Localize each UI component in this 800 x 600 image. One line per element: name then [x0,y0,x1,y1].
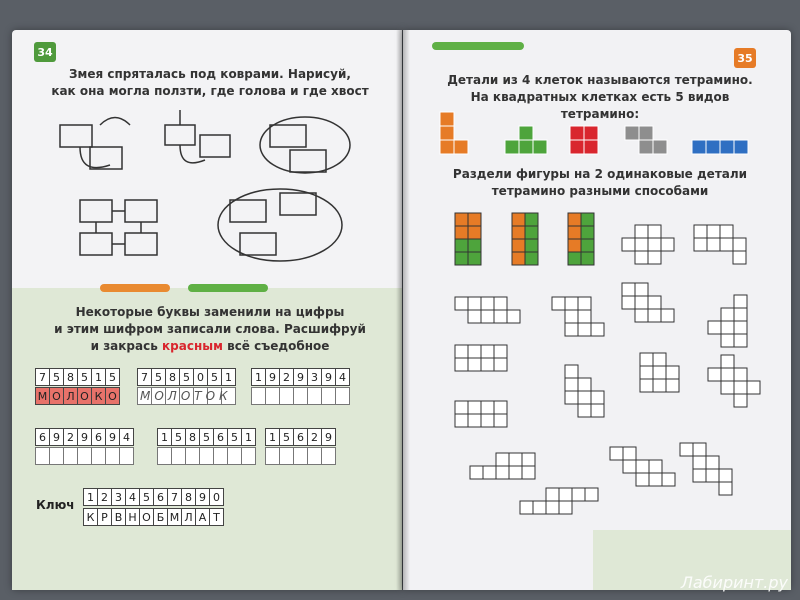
puzzle-cell [578,323,591,336]
code-word-2 [138,368,236,386]
puzzle-cell [470,466,483,479]
puzzle-cell [455,252,468,265]
puzzle-cell [721,381,734,394]
key-digits [84,488,224,506]
puzzle-cell [496,453,509,466]
key-label: Ключ [36,498,75,512]
puzzle-cell [568,226,581,239]
answer-cell[interactable] [49,447,64,465]
puzzle-cell [733,238,746,251]
puzzle-cell [565,391,578,404]
puzzle-cell [693,443,706,456]
tetromino-cell [706,140,720,154]
watermark: Лабиринт.ру [680,573,788,592]
code-cell: 8 [185,428,200,446]
answer-cell[interactable] [157,447,172,465]
page-number-left: 34 [34,42,56,62]
answer-word-4 [36,447,134,465]
left-task1-line1: Змея спряталась под коврами. Нарисуй, [69,67,351,81]
tetromino-cell [505,140,519,154]
puzzle-cell [734,368,747,381]
puzzle-cell [512,226,525,239]
code-cell: А [195,508,210,526]
puzzle-cell [455,358,468,371]
tetromino-cell [440,126,454,140]
page-number-right: 35 [734,48,756,68]
puzzle-cell [648,296,661,309]
answer-cell[interactable] [293,447,308,465]
puzzle-cell [662,473,675,486]
puzzle-cell [635,283,648,296]
tetromino-cell [584,126,598,140]
puzzle-cell [581,252,594,265]
code-cell: 9 [321,428,336,446]
code-cell: 3 [111,488,126,506]
answer-cell[interactable] [279,447,294,465]
puzzle-cell [559,488,572,501]
code-cell: Л [181,508,196,526]
puzzle-cell [707,238,720,251]
puzzle-cell [565,323,578,336]
puzzle-cell [693,469,706,482]
answer-cell[interactable] [119,447,134,465]
puzzle-cell [635,225,648,238]
puzzle-cell [481,345,494,358]
code-cell: 3 [307,368,322,386]
key-letters [84,508,224,526]
puzzle-cell [648,309,661,322]
code-cell: Б [153,508,168,526]
puzzle-cell [483,466,496,479]
right-task1-line1: Детали из 4 клеток называются тетрамино. [447,73,753,87]
puzzle-cell [706,456,719,469]
puzzle-cell [468,213,481,226]
code-cell: 5 [139,488,154,506]
puzzle-cell [636,460,649,473]
code-cell: 8 [165,368,180,386]
left-task2-line3-post: всё съедобное [227,339,330,353]
answer-cell[interactable] [307,447,322,465]
answer-cell[interactable] [279,387,294,405]
tetromino-cell [570,140,584,154]
puzzle-cell [520,501,533,514]
code-cell: О [77,387,92,405]
puzzle-cell [622,283,635,296]
code-cell: 4 [335,368,350,386]
code-cell: 0 [209,488,224,506]
tetromino-cell [653,140,667,154]
puzzle-cell [661,309,674,322]
puzzle-cell [733,251,746,264]
puzzle-cell [481,310,494,323]
left-task2-line3-pre: и закрась [90,339,158,353]
puzzle-cell [494,297,507,310]
puzzle-cell [455,213,468,226]
code-cell: 9 [265,368,280,386]
tetromino-types [430,110,770,160]
code-cell: 5 [227,428,242,446]
puzzle-cell [468,239,481,252]
tetromino-cell [625,126,639,140]
puzzle-cell [565,297,578,310]
puzzle-cell [610,447,623,460]
puzzle-cell [581,226,594,239]
puzzle-cell [494,345,507,358]
puzzle-cell [653,366,666,379]
code-cell: 5 [171,428,186,446]
tetromino-division-puzzles [440,205,780,535]
puzzle-cell [635,296,648,309]
code-cell: 4 [119,428,134,446]
puzzle-cell [721,308,734,321]
puzzle-cell [680,443,693,456]
puzzle-cell [734,381,747,394]
puzzle-cell [585,488,598,501]
code-cell: 8 [63,368,78,386]
answer-cell[interactable] [227,447,242,465]
puzzle-cell [568,213,581,226]
right-task2-line1: Раздели фигуры на 2 одинаковые детали [452,167,748,181]
puzzle-cell [525,239,538,252]
puzzle-cell [694,225,707,238]
tetromino-cell [519,140,533,154]
code-cell: О [49,387,64,405]
puzzle-cell [578,297,591,310]
code-cell: 1 [221,368,236,386]
tetromino-cell [584,140,598,154]
code-cell: 0 [193,368,208,386]
puzzle-cell [481,414,494,427]
book-spine [396,30,410,590]
puzzle-cell [648,251,661,264]
answer-cell[interactable] [307,387,322,405]
code-cell: 7 [35,368,50,386]
puzzle-cell [721,334,734,347]
code-cell: В [111,508,126,526]
puzzle-cell [649,473,662,486]
puzzle-cell [455,297,468,310]
puzzle-cell [591,404,604,417]
code-cell: К [91,387,106,405]
answer-cell[interactable] [265,447,280,465]
answer-cell[interactable] [91,447,106,465]
puzzle-cell [734,295,747,308]
right-task2-line2: тетрамино разными способами [491,184,709,198]
puzzle-cell [640,379,653,392]
tetromino-cell [692,140,706,154]
puzzle-cell [522,453,535,466]
tetromino-cell [639,140,653,154]
code-cell: 5 [49,368,64,386]
code-cell: 1 [91,368,106,386]
answer-cell[interactable] [293,387,308,405]
handwritten-answer: МОЛОТОК [140,389,232,403]
puzzle-cell [533,501,546,514]
code-cell: 2 [97,488,112,506]
puzzle-cell [635,238,648,251]
answer-cell[interactable] [171,447,186,465]
tetromino-cell [720,140,734,154]
answer-cell[interactable] [251,387,266,405]
answer-word-6 [266,447,336,465]
code-cell: 6 [293,428,308,446]
pencil-green-top [432,42,524,50]
puzzle-cell [565,365,578,378]
puzzle-cell [666,379,679,392]
answer-cell[interactable] [185,447,200,465]
code-cell: Т [209,508,224,526]
puzzle-cell [455,401,468,414]
puzzle-cell [494,358,507,371]
answer-cell[interactable] [199,447,214,465]
puzzle-cell [591,323,604,336]
puzzle-cell [747,381,760,394]
answer-cell[interactable] [241,447,256,465]
code-cell: 1 [265,428,280,446]
tetromino-cell [533,140,547,154]
answer-cell[interactable] [335,387,350,405]
puzzle-cell [494,401,507,414]
code-cell: 6 [153,488,168,506]
puzzle-cell [622,238,635,251]
code-cell: 1 [83,488,98,506]
puzzle-cell [693,456,706,469]
code-cell: О [139,508,154,526]
puzzle-cell [546,488,559,501]
code-cell: К [83,508,98,526]
code-cell: 6 [35,428,50,446]
code-cell: 1 [157,428,172,446]
puzzle-cell [578,310,591,323]
left-task2-line3 [40,338,380,355]
right-task1-line2: На квадратных клетках есть 5 видов [470,90,730,104]
puzzle-cell [481,297,494,310]
puzzle-cell [721,321,734,334]
puzzle-cell [468,297,481,310]
answer-cell[interactable] [35,447,50,465]
puzzle-cell [640,353,653,366]
code-cell: 5 [199,428,214,446]
code-cell: 2 [279,368,294,386]
puzzle-cell [648,225,661,238]
puzzle-cell [640,366,653,379]
puzzle-cell [720,225,733,238]
code-cell: 5 [151,368,166,386]
puzzle-cell [635,309,648,322]
puzzle-cell [636,473,649,486]
puzzle-cell [708,321,721,334]
puzzle-cell [572,488,585,501]
tetromino-cell [639,126,653,140]
puzzle-cell [666,366,679,379]
puzzle-cell [622,296,635,309]
puzzle-cell [468,252,481,265]
puzzle-cell [494,310,507,323]
tetromino-cell [570,126,584,140]
code-word-1 [36,368,120,386]
puzzle-cell [559,501,572,514]
code-cell: 9 [293,368,308,386]
answer-cell[interactable] [321,387,336,405]
left-task2-text [40,304,380,355]
puzzle-cell [494,414,507,427]
puzzle-cell [661,238,674,251]
puzzle-cell [546,501,559,514]
puzzle-cell [734,308,747,321]
code-cell: 8 [181,488,196,506]
puzzle-cell [653,353,666,366]
puzzle-cell [581,239,594,252]
puzzle-cell [565,310,578,323]
code-cell: 5 [279,428,294,446]
puzzle-cell [648,238,661,251]
code-cell: 9 [195,488,210,506]
tetromino-cell [519,126,533,140]
puzzle-cell [719,482,732,495]
puzzle-cell [496,466,509,479]
code-word-3 [252,368,350,386]
puzzle-cell [721,355,734,368]
puzzle-cell [581,213,594,226]
puzzle-cell [455,226,468,239]
puzzle-cell [719,469,732,482]
puzzle-cell [455,414,468,427]
puzzle-cell [509,466,522,479]
pencil-green-mid [188,284,268,292]
code-cell: 7 [167,488,182,506]
puzzle-cell [635,251,648,264]
left-task2-line1: Некоторые буквы заменили на цифры [75,305,345,319]
code-cell: 5 [105,368,120,386]
puzzle-cell [512,213,525,226]
puzzle-cell [578,378,591,391]
puzzle-cell [552,297,565,310]
puzzle-cell [525,213,538,226]
code-cell: М [35,387,50,405]
code-cell: Р [97,508,112,526]
code-cell: 5 [207,368,222,386]
code-cell: 6 [91,428,106,446]
puzzle-cell [623,447,636,460]
code-cell: 2 [63,428,78,446]
puzzle-cell [649,460,662,473]
answer-word-1 [36,387,120,405]
puzzle-cell [468,414,481,427]
puzzle-cell [468,226,481,239]
code-cell: Л [63,387,78,405]
answer-word-3 [252,387,350,405]
code-cell: 7 [137,368,152,386]
puzzle-cell [512,239,525,252]
answer-cell[interactable] [213,447,228,465]
left-task2-line3-red: красным [162,339,223,353]
puzzle-cell [706,469,719,482]
code-cell: 9 [105,428,120,446]
answer-cell[interactable] [63,447,78,465]
puzzle-cell [509,453,522,466]
code-cell: 6 [213,428,228,446]
right-task2-text [430,166,770,200]
answer-cell[interactable] [105,447,120,465]
puzzle-cell [565,378,578,391]
code-word-5 [158,428,256,446]
left-task2-line2: и этим шифром записали слова. Расшифруй [54,322,366,336]
code-cell: 9 [77,428,92,446]
code-cell: 1 [251,368,266,386]
puzzle-cell [481,358,494,371]
snake-rugs-illustration [40,105,390,270]
answer-cell[interactable] [265,387,280,405]
tetromino-cell [440,140,454,154]
puzzle-cell [525,252,538,265]
code-cell: О [105,387,120,405]
left-task1-line2: как она могла ползти, где голова и где хвост [51,84,369,98]
tetromino-cell [454,140,468,154]
code-cell: 4 [125,488,140,506]
puzzle-cell [455,239,468,252]
puzzle-cell [734,334,747,347]
puzzle-cell [721,368,734,381]
code-cell: 9 [321,368,336,386]
pencil-orange [100,284,170,292]
code-cell: Н [125,508,140,526]
puzzle-cell [522,466,535,479]
puzzle-cell [578,404,591,417]
puzzle-cell [708,368,721,381]
code-cell: 5 [77,368,92,386]
code-word-4 [36,428,134,446]
puzzle-cell [694,238,707,251]
puzzle-cell [468,345,481,358]
puzzle-cell [734,321,747,334]
puzzle-cell [455,345,468,358]
puzzle-cell [653,379,666,392]
puzzle-cell [623,460,636,473]
answer-word-5 [158,447,256,465]
left-task1-text [40,66,380,100]
code-cell: М [167,508,182,526]
right-task1-line3: тетрамино: [560,107,640,121]
puzzle-cell [720,238,733,251]
code-cell: 5 [179,368,194,386]
puzzle-cell [578,391,591,404]
puzzle-cell [707,225,720,238]
code-cell: 1 [241,428,256,446]
puzzle-cell [525,226,538,239]
answer-cell[interactable] [77,447,92,465]
puzzle-cell [591,391,604,404]
puzzle-cell [568,252,581,265]
puzzle-cell [507,310,520,323]
puzzle-cell [481,401,494,414]
puzzle-cell [512,252,525,265]
answer-cell[interactable] [321,447,336,465]
puzzle-cell [568,239,581,252]
tetromino-cell [734,140,748,154]
puzzle-cell [468,358,481,371]
tetromino-cell [440,112,454,126]
code-cell: 9 [49,428,64,446]
code-cell: 2 [307,428,322,446]
puzzle-cell [468,310,481,323]
code-word-6 [266,428,336,446]
puzzle-cell [734,394,747,407]
puzzle-cell [468,401,481,414]
